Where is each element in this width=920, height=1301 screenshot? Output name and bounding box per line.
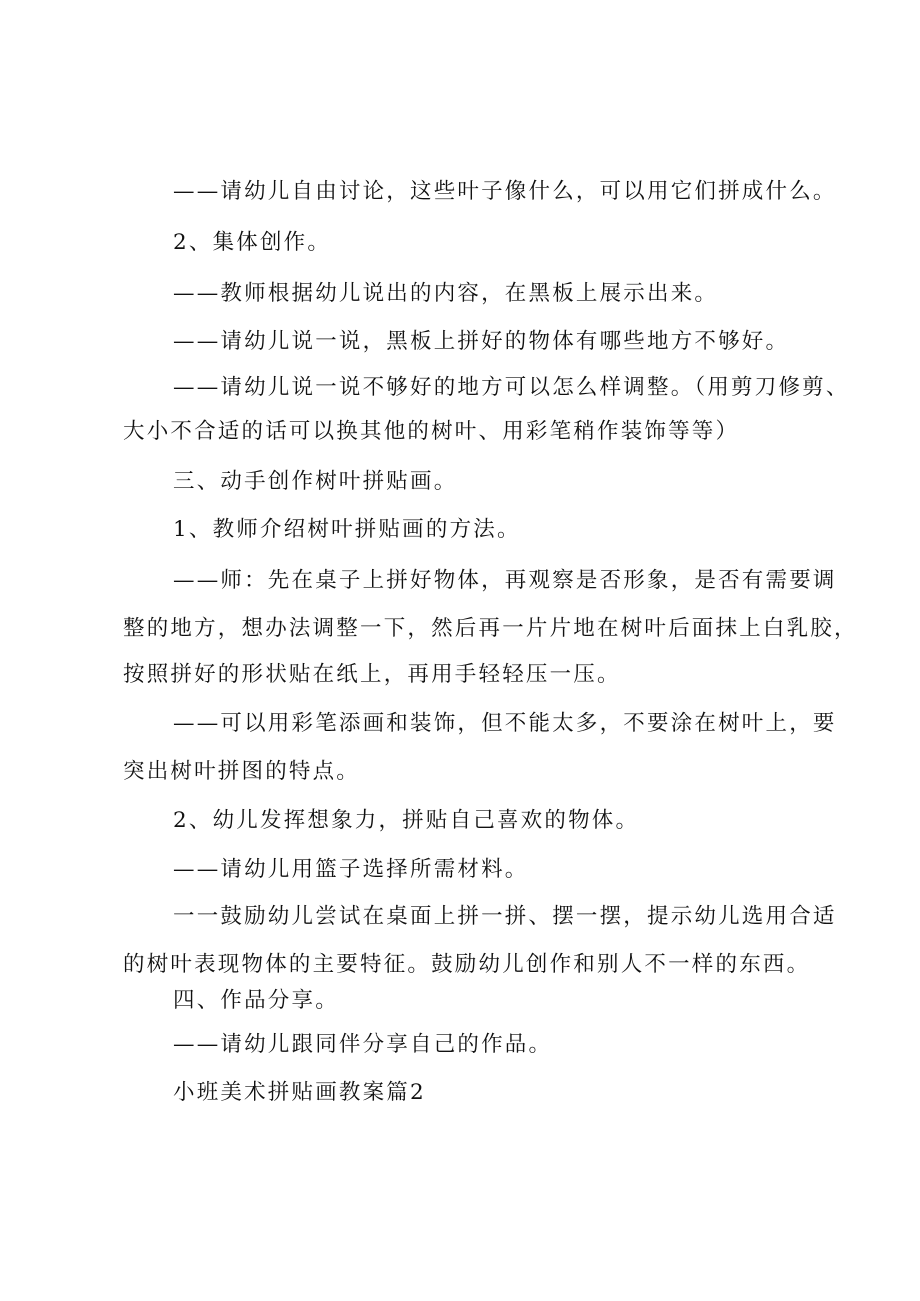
section-heading: 三、动手创作树叶拼贴画。 bbox=[173, 469, 458, 494]
text-line: ——教师根据幼儿说出的内容，在黑板上展示出来。 bbox=[173, 281, 719, 306]
text-line: ——请幼儿用篮子选择所需材料。 bbox=[173, 857, 529, 882]
text-line: 1、教师介绍树叶拼贴画的方法。 bbox=[173, 517, 521, 542]
text-line: 突出树叶拼图的特点。 bbox=[123, 759, 361, 784]
text-line: 一一鼓励幼儿尝试在桌面上拼一拼、摆一摆，提示幼儿选用合适 bbox=[173, 904, 837, 929]
text-line: ——师：先在桌子上拼好物体，再观察是否形象，是否有需要调 bbox=[173, 568, 837, 593]
section-heading: 四、作品分享。 bbox=[173, 988, 339, 1013]
text-line: 整的地方，想办法调整一下，然后再一片片地在树叶后面抹上白乳胶， bbox=[123, 616, 858, 641]
text-line: 2、幼儿发挥想象力，拼贴自己喜欢的物体。 bbox=[173, 808, 640, 833]
text-line: 2、集体创作。 bbox=[173, 230, 332, 255]
text-line: ——可以用彩笔添画和装饰，但不能太多，不要涂在树叶上，要 bbox=[173, 711, 837, 736]
text-line: ——请幼儿说一说不够好的地方可以怎么样调整。（用剪刀修剪、 bbox=[173, 375, 850, 400]
text-line: ——请幼儿自由讨论，这些叶子像什么，可以用它们拼成什么。 bbox=[173, 179, 837, 204]
document-title: 小班美术拼贴画教案篇2 bbox=[173, 1080, 426, 1105]
text-line: ——请幼儿跟同伴分享自己的作品。 bbox=[173, 1032, 553, 1057]
text-line: 大小不合适的话可以换其他的树叶、用彩笔稍作装饰等等） bbox=[123, 419, 740, 444]
text-line: ——请幼儿说一说，黑板上拼好的物体有哪些地方不够好。 bbox=[173, 329, 790, 354]
text-line: 的树叶表现物体的主要特征。鼓励幼儿创作和别人不一样的东西。 bbox=[123, 952, 811, 977]
text-line: 按照拼好的形状贴在纸上，再用手轻轻压一压。 bbox=[123, 662, 621, 687]
